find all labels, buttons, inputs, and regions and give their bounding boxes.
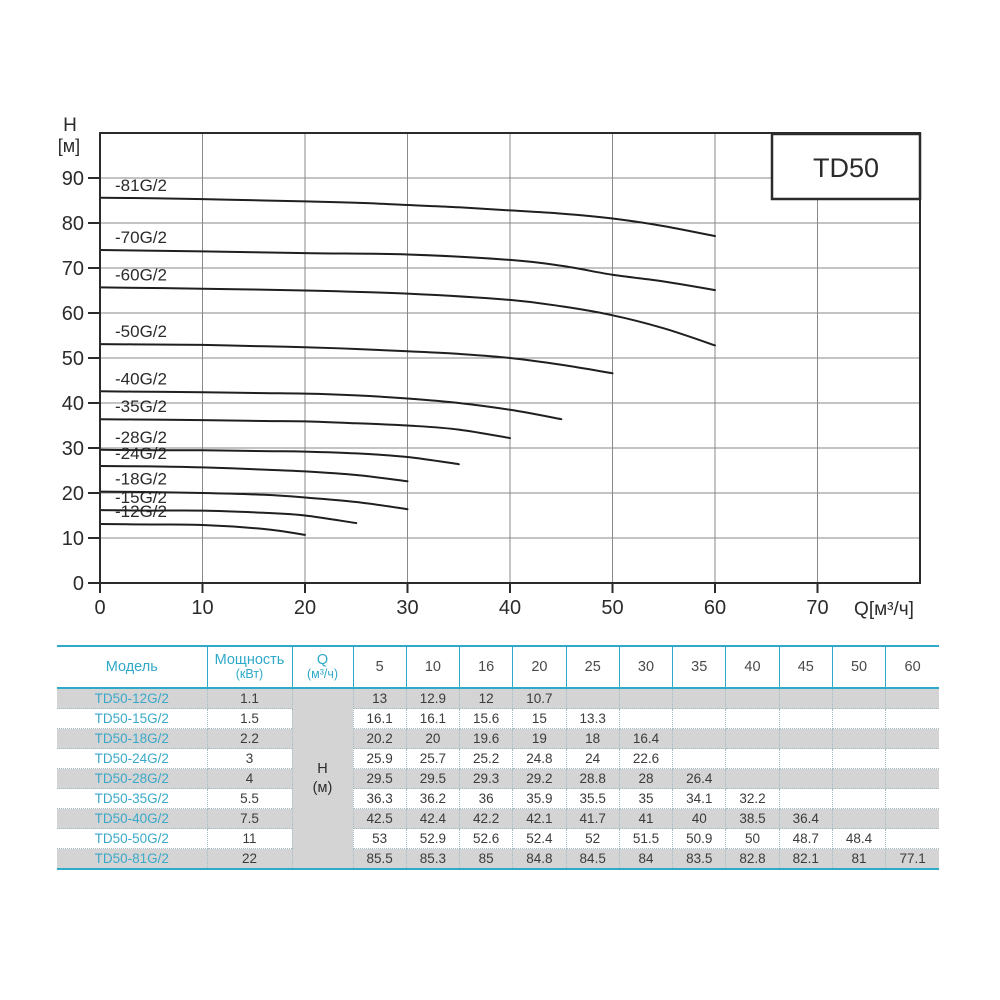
value-cell <box>832 729 885 749</box>
value-cell: 20 <box>406 729 459 749</box>
value-cell: 35 <box>619 789 672 809</box>
value-cell <box>886 749 939 769</box>
value-cell: 35.5 <box>566 789 619 809</box>
value-cell: 38.5 <box>726 809 779 829</box>
value-cell <box>673 749 726 769</box>
value-cell <box>832 809 885 829</box>
power-cell: 2.2 <box>207 729 292 749</box>
header-flow-40 <box>726 646 779 688</box>
value-cell: 28 <box>619 769 672 789</box>
value-cell <box>619 709 672 729</box>
value-cell: 25.7 <box>406 749 459 769</box>
power-cell: 4 <box>207 769 292 789</box>
header-flow-25-text: 25 <box>584 659 601 675</box>
model-cell: TD50-12G/2 <box>57 688 207 709</box>
value-cell: 42.5 <box>353 809 406 829</box>
value-cell: 34.1 <box>673 789 726 809</box>
model-cell: TD50-81G/2 <box>57 849 207 870</box>
value-cell: 12.9 <box>406 688 459 709</box>
table-header-row <box>57 646 939 688</box>
value-cell <box>779 789 832 809</box>
y-tick-label: 90 <box>61 168 84 190</box>
value-cell <box>673 709 726 729</box>
value-cell: 18 <box>566 729 619 749</box>
value-cell: 52.4 <box>513 829 566 849</box>
header-flow-35-text: 35 <box>691 659 708 675</box>
value-cell: 82.8 <box>726 849 779 870</box>
x-tick-label: 30 <box>396 597 419 619</box>
value-cell: 85.5 <box>353 849 406 870</box>
chart-title: TD50 <box>812 153 880 183</box>
power-cell: 1.5 <box>207 709 292 729</box>
value-cell: 52 <box>566 829 619 849</box>
header-flow-16 <box>460 646 513 688</box>
value-cell: 42.1 <box>513 809 566 829</box>
y-tick-label: 0 <box>72 573 84 595</box>
x-tick-label: 20 <box>293 597 317 619</box>
value-cell <box>779 729 832 749</box>
value-cell: 41.7 <box>566 809 619 829</box>
y-tick-label: 10 <box>61 528 84 550</box>
header-flow-q <box>292 646 353 688</box>
value-cell <box>832 769 885 789</box>
power-cell: 1.1 <box>207 688 292 709</box>
power-cell: 3 <box>207 749 292 769</box>
value-cell <box>779 709 832 729</box>
chart-generated-layer <box>62 133 920 619</box>
curve-label: -60G/2 <box>115 265 167 285</box>
value-cell <box>726 729 779 749</box>
y-tick-label: 40 <box>61 393 84 415</box>
y-tick-label: 50 <box>61 348 84 370</box>
curve-label: -12G/2 <box>115 502 167 522</box>
header-flow-40-text: 40 <box>744 659 761 675</box>
value-cell <box>779 769 832 789</box>
value-cell <box>886 789 939 809</box>
y-axis-unit-line1: H <box>63 115 77 136</box>
value-cell: 42.2 <box>460 809 513 829</box>
value-cell: 29.5 <box>406 769 459 789</box>
y-tick-label: 20 <box>61 483 84 505</box>
value-cell: 84.8 <box>513 849 566 870</box>
curve-label: -18G/2 <box>115 469 167 489</box>
value-cell <box>832 688 885 709</box>
value-cell: 16.1 <box>353 709 406 729</box>
table-row-TD50-35G/2 <box>57 789 939 809</box>
header-flow-20 <box>513 646 566 688</box>
value-cell: 50.9 <box>673 829 726 849</box>
header-model-text: Модель <box>105 658 158 675</box>
table-row-TD50-15G/2 <box>57 709 939 729</box>
value-cell <box>886 829 939 849</box>
value-cell: 41 <box>619 809 672 829</box>
header-flow-35 <box>673 646 726 688</box>
value-cell: 19.6 <box>460 729 513 749</box>
curve-label: -50G/2 <box>115 322 167 342</box>
value-cell <box>779 688 832 709</box>
header-flow-60-text: 60 <box>904 659 921 675</box>
x-tick-label: 10 <box>191 597 214 619</box>
power-cell: 11 <box>207 829 292 849</box>
value-cell: 13.3 <box>566 709 619 729</box>
model-cell: TD50-50G/2 <box>57 829 207 849</box>
value-cell: 85 <box>460 849 513 870</box>
value-cell: 25.9 <box>353 749 406 769</box>
value-cell <box>886 688 939 709</box>
value-cell: 24.8 <box>513 749 566 769</box>
y-tick-label: 60 <box>61 303 84 325</box>
performance-table <box>57 645 939 870</box>
table-row-TD50-24G/2 <box>57 749 939 769</box>
value-cell: 85.3 <box>406 849 459 870</box>
header-power <box>207 646 292 688</box>
value-cell: 83.5 <box>673 849 726 870</box>
value-cell: 19 <box>513 729 566 749</box>
x-tick-label: 50 <box>601 597 624 619</box>
value-cell: 15 <box>513 709 566 729</box>
value-cell: 36.2 <box>406 789 459 809</box>
header-flow-45 <box>779 646 832 688</box>
head-unit-text: (м) <box>312 779 333 796</box>
value-cell: 32.2 <box>726 789 779 809</box>
value-cell: 29.5 <box>353 769 406 789</box>
value-cell: 50 <box>726 829 779 849</box>
x-tick-label: 0 <box>94 597 106 619</box>
power-cell: 7.5 <box>207 809 292 829</box>
spec-table <box>57 645 939 870</box>
x-tick-label: 70 <box>806 597 829 619</box>
header-flow-10-text: 10 <box>424 659 441 675</box>
table-row-TD50-81G/2 <box>57 849 939 870</box>
curve-label: -70G/2 <box>115 228 167 247</box>
header-flow-10 <box>406 646 459 688</box>
table-row-TD50-28G/2 <box>57 769 939 789</box>
header-flow-q-text: (м³/ч) <box>306 667 339 682</box>
x-axis-unit: Q[м³/ч] <box>854 599 914 620</box>
curve-label: -28G/2 <box>115 427 167 447</box>
value-cell <box>673 729 726 749</box>
y-tick-label: 80 <box>61 213 84 235</box>
header-flow-16-text: 16 <box>478 659 495 675</box>
curve-label: -15G/2 <box>115 488 167 508</box>
value-cell <box>619 688 672 709</box>
value-cell <box>726 688 779 709</box>
header-flow-45-text: 45 <box>797 659 814 675</box>
value-cell: 10.7 <box>513 688 566 709</box>
head-unit-text: Н <box>317 761 328 778</box>
power-cell: 22 <box>207 849 292 870</box>
value-cell: 52.9 <box>406 829 459 849</box>
curve-label: -35G/2 <box>115 397 167 417</box>
value-cell: 42.4 <box>406 809 459 829</box>
value-cell <box>886 809 939 829</box>
header-flow-q-text: Q <box>316 651 329 668</box>
value-cell: 35.9 <box>513 789 566 809</box>
value-cell: 36 <box>460 789 513 809</box>
header-flow-30-text: 30 <box>637 659 655 675</box>
y-tick-label: 70 <box>61 258 84 280</box>
value-cell: 29.3 <box>460 769 513 789</box>
value-cell: 36.4 <box>779 809 832 829</box>
curve-label: -24G/2 <box>115 444 167 463</box>
value-cell <box>886 729 939 749</box>
pump-curve <box>100 391 561 419</box>
value-cell: 81 <box>832 849 885 870</box>
table-row-TD50-18G/2 <box>57 729 939 749</box>
value-cell <box>832 749 885 769</box>
value-cell <box>832 709 885 729</box>
header-power-text: (кВт) <box>235 667 264 682</box>
value-cell: 25.2 <box>460 749 513 769</box>
value-cell: 29.2 <box>513 769 566 789</box>
power-cell: 5.5 <box>207 789 292 809</box>
model-cell: TD50-15G/2 <box>57 709 207 729</box>
table-row-TD50-40G/2 <box>57 809 939 829</box>
value-cell <box>566 688 619 709</box>
value-cell <box>886 709 939 729</box>
value-cell: 40 <box>673 809 726 829</box>
value-cell: 48.7 <box>779 829 832 849</box>
value-cell <box>726 769 779 789</box>
value-cell: 24 <box>566 749 619 769</box>
head-unit-cell <box>292 688 353 869</box>
value-cell <box>886 769 939 789</box>
value-cell: 84.5 <box>566 849 619 870</box>
model-cell: TD50-35G/2 <box>57 789 207 809</box>
x-tick-label: 40 <box>498 597 522 619</box>
value-cell: 13 <box>353 688 406 709</box>
value-cell: 36.3 <box>353 789 406 809</box>
value-cell: 52.6 <box>460 829 513 849</box>
table-row-TD50-12G/2 <box>57 688 939 709</box>
value-cell: 20.2 <box>353 729 406 749</box>
model-cell: TD50-40G/2 <box>57 809 207 829</box>
header-flow-20-text: 20 <box>531 659 548 675</box>
value-cell: 51.5 <box>619 829 672 849</box>
value-cell <box>726 749 779 769</box>
header-model <box>57 646 207 688</box>
pump-curve <box>100 344 613 373</box>
model-cell: TD50-18G/2 <box>57 729 207 749</box>
value-cell: 16.1 <box>406 709 459 729</box>
curve-label: -81G/2 <box>115 175 167 195</box>
value-cell: 15.6 <box>460 709 513 729</box>
value-cell <box>779 749 832 769</box>
y-axis-unit-line2: [м] <box>57 136 81 156</box>
value-cell: 48.4 <box>832 829 885 849</box>
header-flow-25 <box>566 646 619 688</box>
x-tick-label: 60 <box>703 597 727 619</box>
value-cell: 28.8 <box>566 769 619 789</box>
curve-label: -40G/2 <box>115 369 167 389</box>
value-cell: 77.1 <box>886 849 939 870</box>
value-cell: 84 <box>619 849 672 870</box>
value-cell <box>726 709 779 729</box>
value-cell: 82.1 <box>779 849 832 870</box>
table-row-TD50-50G/2 <box>57 829 939 849</box>
header-flow-5 <box>353 646 406 688</box>
value-cell <box>673 688 726 709</box>
header-flow-5-text: 5 <box>375 659 384 675</box>
value-cell: 22.6 <box>619 749 672 769</box>
header-flow-50 <box>832 646 885 688</box>
model-cell: TD50-24G/2 <box>57 749 207 769</box>
value-cell: 26.4 <box>673 769 726 789</box>
header-power-text: Мощность <box>214 651 285 668</box>
model-cell: TD50-28G/2 <box>57 769 207 789</box>
header-flow-60 <box>886 646 939 688</box>
value-cell <box>832 789 885 809</box>
value-cell: 16.4 <box>619 729 672 749</box>
header-flow-30 <box>619 646 672 688</box>
header-flow-50-text: 50 <box>850 659 868 675</box>
value-cell: 12 <box>460 688 513 709</box>
value-cell: 53 <box>353 829 406 849</box>
y-tick-label: 30 <box>61 438 84 460</box>
